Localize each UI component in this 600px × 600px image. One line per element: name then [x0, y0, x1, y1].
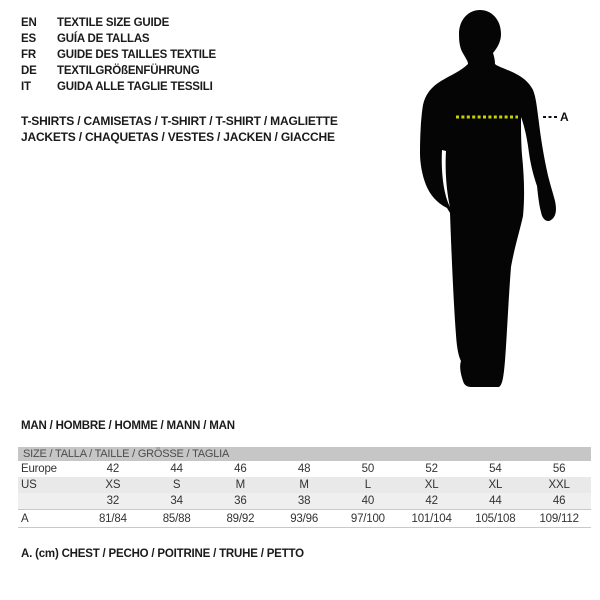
- measure-label-a: A: [560, 110, 569, 124]
- size-cell: 44: [489, 495, 502, 507]
- row-label: US: [21, 479, 37, 491]
- size-cell: 93/96: [290, 512, 319, 525]
- size-cell: XL: [488, 479, 503, 491]
- size-cell: M: [299, 479, 309, 491]
- size-cell: 101/104: [411, 512, 452, 525]
- size-cell: XL: [424, 479, 439, 491]
- language-list: [21, 15, 216, 95]
- language-label: GUIDA ALLE TAGLIE TESSILI: [57, 81, 213, 93]
- table-row: [18, 461, 591, 477]
- size-cell: 54: [489, 463, 502, 475]
- size-cell: 97/100: [350, 512, 385, 525]
- table-row: [18, 493, 591, 509]
- size-table-header: SIZE / TALLA / TAILLE / GRÖSSE / TAGLIA: [18, 447, 591, 461]
- size-cell: XXL: [548, 479, 570, 491]
- row-label: Europe: [21, 463, 57, 475]
- language-code: IT: [21, 81, 31, 93]
- size-cell: 85/88: [162, 512, 191, 525]
- language-row: [21, 31, 216, 47]
- size-cell: XS: [105, 479, 121, 491]
- language-code: EN: [21, 17, 37, 29]
- size-cell: 36: [234, 495, 247, 507]
- silhouette-body: [420, 10, 556, 387]
- size-table: [18, 447, 591, 528]
- size-cell: 34: [170, 495, 183, 507]
- language-code: FR: [21, 49, 36, 61]
- language-label: GUÍA DE TALLAS: [57, 33, 150, 45]
- language-row: [21, 63, 216, 79]
- size-table-body: [18, 461, 591, 528]
- size-cell: S: [172, 479, 181, 491]
- size-cell: 40: [361, 495, 375, 507]
- size-cell: 89/92: [226, 512, 255, 525]
- language-label: GUIDE DES TAILLES TEXTILE: [57, 49, 216, 61]
- size-cell: 81/84: [98, 512, 127, 525]
- category-line: JACKETS / CHAQUETAS / VESTES / JACKEN / GIACCHE: [21, 130, 335, 144]
- size-cell: 46: [234, 463, 247, 475]
- language-code: ES: [21, 33, 36, 45]
- size-cell: L: [364, 479, 371, 491]
- size-cell: M: [235, 479, 246, 491]
- category-line: T-SHIRTS / CAMISETAS / T-SHIRT / T-SHIRT / MAGLIETTE: [21, 114, 338, 128]
- size-cell: 44: [170, 463, 183, 475]
- language-row: [21, 15, 216, 31]
- category-lines: [21, 113, 338, 145]
- language-row: [21, 79, 216, 95]
- language-label: TEXTILGRÖßENFÜHRUNG: [57, 65, 200, 77]
- section-title: MAN / HOMBRE / HOMME / MANN / MAN: [21, 420, 235, 432]
- language-row: [21, 47, 216, 63]
- man-silhouette: [415, 5, 580, 390]
- size-cell: 42: [425, 495, 438, 507]
- size-cell: 48: [297, 463, 311, 475]
- size-cell: 105/108: [475, 512, 516, 525]
- size-cell: 109/112: [539, 512, 579, 525]
- footnote: A. (cm) CHEST / PECHO / POITRINE / TRUHE / PETTO: [21, 548, 304, 560]
- language-code: DE: [21, 65, 37, 77]
- table-row: [18, 509, 591, 528]
- size-cell: 56: [552, 463, 566, 475]
- size-cell: 38: [297, 495, 311, 507]
- language-label: TEXTILE SIZE GUIDE: [57, 17, 170, 29]
- size-cell: 52: [425, 463, 438, 475]
- size-cell: 50: [361, 463, 375, 475]
- size-cell: 42: [106, 463, 120, 475]
- size-cell: 32: [106, 495, 120, 507]
- row-label: A: [21, 512, 29, 525]
- size-cell: 46: [552, 495, 566, 507]
- figure-area: [415, 5, 580, 390]
- table-row: [18, 477, 591, 493]
